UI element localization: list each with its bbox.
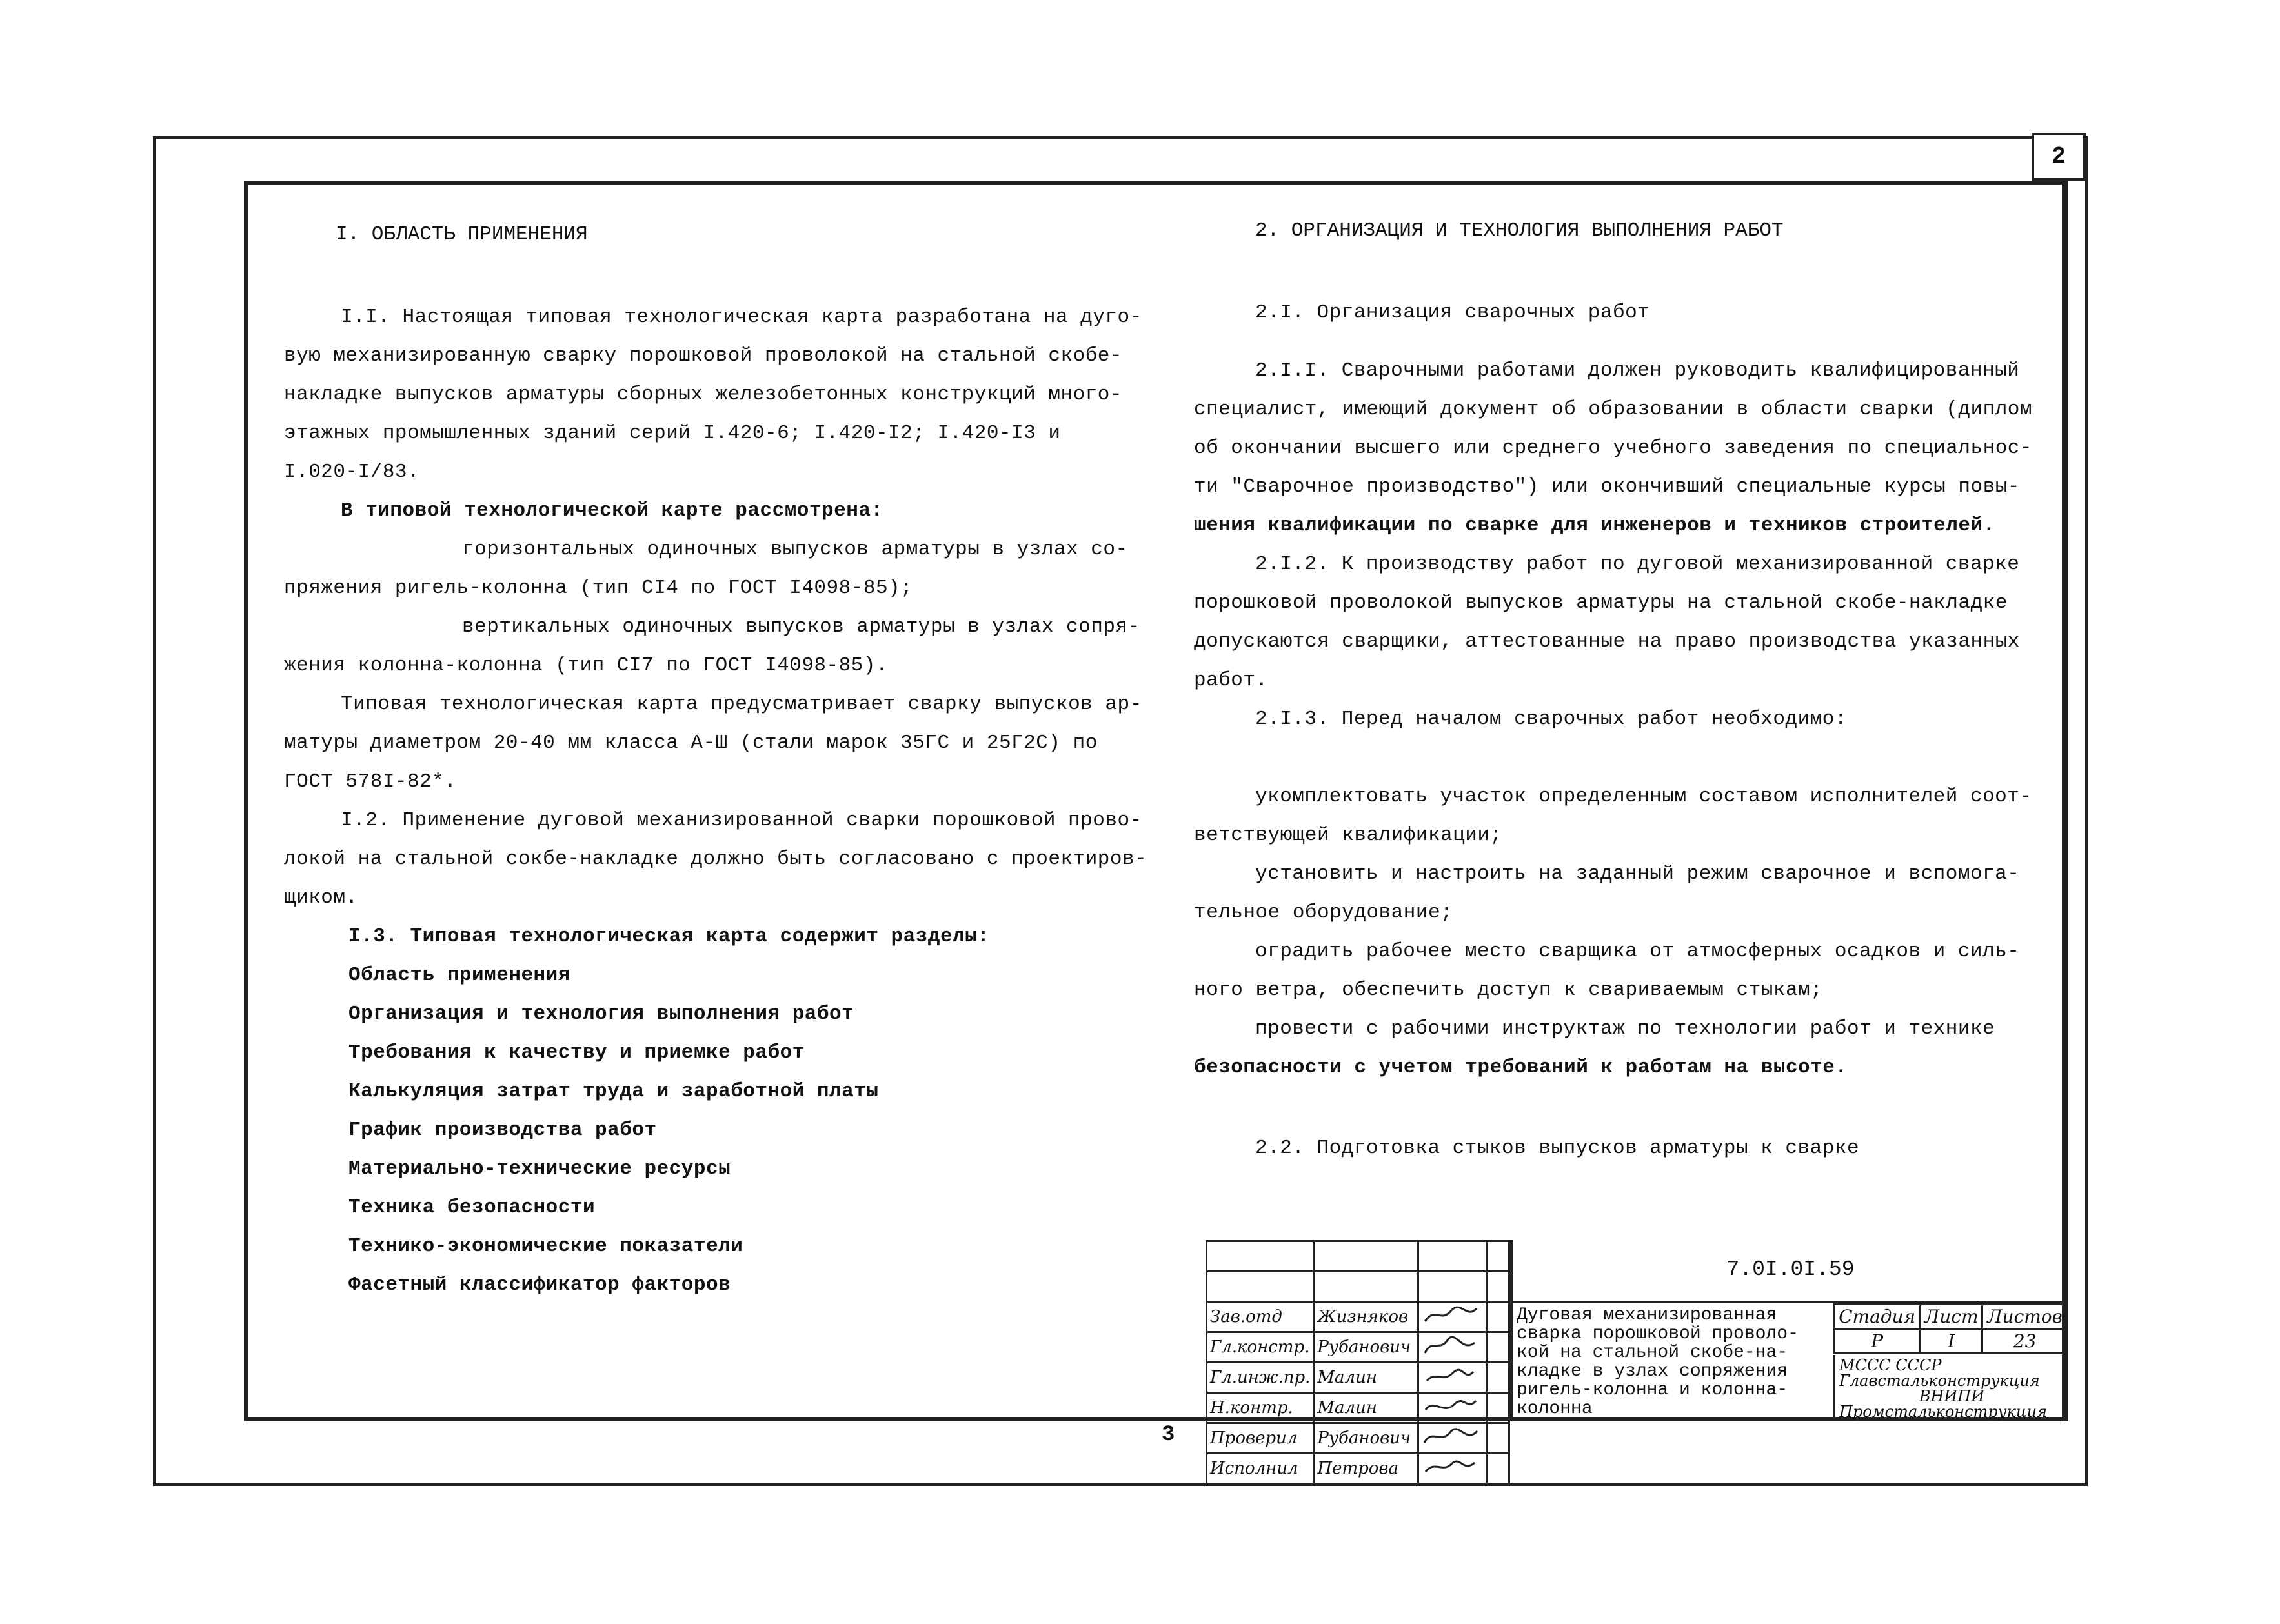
stage-value: Р [1834, 1329, 1921, 1354]
right-line: провести с рабочими инструктаж по технологии работ и технике [1255, 1018, 1995, 1040]
document-description: Дуговая механизированная сварка порошковой проволо- кой на стальной скобе-на- кладке в узлах сопряжения ригель-колонна и колонна- колонна [1510, 1303, 1833, 1421]
org-line: МССС СССР [1839, 1356, 1942, 1374]
section-2-title: 2. ОРГАНИЗАЦИЯ И ТЕХНОЛОГИЯ ВЫПОЛНЕНИЯ РАБОТ [1255, 219, 1784, 242]
toc-item: Материально-технические ресурсы [348, 1158, 731, 1180]
sig-name: Малин [1314, 1363, 1418, 1393]
left-line: матуры диаметром 20-40 мм класса А-Ш (стали марок 35ГС и 25Г2С) по [284, 732, 1098, 754]
right-line: ти "Сварочное производство") или окончивший специальные курсы повы- [1194, 476, 2020, 498]
left-line: этажных промышленных зданий серий I.420-6; I.420-I2; I.420-I3 и [284, 422, 1061, 445]
sheets-value: 23 [1982, 1329, 2068, 1354]
left-line: I.020-I/83. [284, 461, 420, 483]
organization [1833, 1355, 2068, 1421]
stage-table [1833, 1303, 2068, 1354]
right-line: допускаются сварщики, аттестованные на право производства указанных [1194, 630, 2020, 653]
sig-role: Исполнил [1207, 1454, 1314, 1484]
sig-role: Гл.констр. [1207, 1332, 1314, 1363]
sheet-number: 2 [2032, 133, 2086, 181]
right-line: безопасности с учетом требований к работам на высоте. [1194, 1056, 1848, 1079]
signature-scribble [1422, 1364, 1480, 1387]
sheets-header: Листов [1982, 1305, 2068, 1329]
left-line: горизонтальных одиночных выпусков арматуры в узлах со- [462, 538, 1128, 561]
stage-header: Стадия [1834, 1305, 1921, 1329]
signature-scribble [1422, 1334, 1480, 1357]
sig-role: Зав.отд [1207, 1302, 1314, 1332]
org-line: ВНИПИ [1919, 1387, 1985, 1405]
left-line: I.3. Типовая технологическая карта содержит разделы: [348, 925, 990, 948]
subsection-title: 2.2. Подготовка стыков выпусков арматуры к сварке [1255, 1137, 1860, 1159]
signature-scribble [1422, 1425, 1480, 1448]
right-line: оградить рабочее место сварщика от атмосферных осадков и силь- [1255, 940, 2020, 963]
sig-name: Петрова [1314, 1454, 1418, 1484]
right-line: тельное оборудование; [1194, 901, 1453, 924]
document-code: 7.0I.0I.59 [1510, 1240, 2068, 1303]
toc-item: График производства работ [348, 1119, 657, 1141]
right-line: об окончании высшего или среднего учебного заведения по специальнос- [1194, 437, 2033, 459]
page-number: 3 [1162, 1423, 1175, 1447]
sheet-header: Лист [1921, 1305, 1982, 1329]
left-line: ГОСТ 578I-82*. [284, 770, 457, 793]
left-line: I.I. Настоящая типовая технологическая карта разработана на дуго- [341, 306, 1142, 328]
sig-role: Гл.инж.пр. [1207, 1363, 1314, 1393]
left-line: накладке выпусков арматуры сборных железобетонных конструкций много- [284, 383, 1123, 406]
right-line: специалист, имеющий документ об образовании в области сварки (диплом [1194, 398, 2033, 421]
subsection-title: 2.I. Организация сварочных работ [1255, 301, 1650, 324]
sig-role: Проверил [1207, 1423, 1314, 1454]
sig-name: Рубанович [1314, 1423, 1418, 1454]
toc-item: Фасетный классификатор факторов [348, 1274, 731, 1296]
sig-name: Жизняков [1314, 1302, 1418, 1332]
left-line: жения колонна-колонна (тип СI7 по ГОСТ I4098-85). [284, 654, 889, 677]
right-line: порошковой проволокой выпусков арматуры на стальной скобе-накладке [1194, 592, 2008, 614]
sig-name: Рубанович [1314, 1332, 1418, 1363]
toc-item: Требования к качеству и приемке работ [348, 1041, 805, 1064]
right-line: установить и настроить на заданный режим сварочное и вспомога- [1255, 863, 2020, 885]
right-line: ного ветра, обеспечить доступ к свариваемым стыкам; [1194, 979, 1823, 1001]
signature-scribble [1422, 1394, 1480, 1418]
toc-item: Технико-экономические показатели [348, 1235, 743, 1258]
right-line: 2.I.I. Сварочными работами должен руководить квалифицированный [1255, 359, 2020, 382]
right-line: 2.I.2. К производству работ по дуговой механизированной сварке [1255, 553, 2020, 576]
left-line: локой на стальной сокбе-накладке должно быть согласовано с проектиров- [284, 848, 1147, 870]
left-line: пряжения ригель-колонна (тип СI4 по ГОСТ I4098-85); [284, 577, 913, 599]
right-line: укомплектовать участок определенным составом исполнителей соот- [1255, 785, 2032, 808]
frame-right-edge [2062, 136, 2068, 1421]
left-line: вертикальных одиночных выпусков арматуры в узлах сопря- [462, 616, 1140, 638]
sig-name: Малин [1314, 1393, 1418, 1423]
left-line: Типовая технологическая карта предусматривает сварку выпусков ар- [341, 693, 1142, 716]
left-line: В типовой технологической карте рассмотрена: [341, 499, 883, 522]
section-1-title: I. ОБЛАСТЬ ПРИМЕНЕНИЯ [336, 223, 588, 246]
signature-table [1206, 1240, 1510, 1485]
left-line: щиком. [284, 887, 358, 909]
right-line: работ. [1194, 669, 1268, 692]
signature-scribble [1422, 1455, 1480, 1478]
right-line: ветствующей квалификации; [1194, 824, 1502, 847]
left-line: I.2. Применение дуговой механизированной сварки порошковой прово- [341, 809, 1142, 832]
toc-item: Организация и технология выполнения работ [348, 1003, 854, 1025]
org-line: Главстальконструкция [1839, 1372, 2040, 1390]
sig-role: Н.контр. [1207, 1393, 1314, 1423]
toc-item: Область применения [348, 964, 570, 987]
left-line: вую механизированную сварку порошковой проволокой на стальной скобе- [284, 345, 1123, 367]
sheet-value: I [1921, 1329, 1982, 1354]
signature-scribble [1422, 1303, 1480, 1327]
right-line: 2.I.3. Перед началом сварочных работ необходимо: [1255, 708, 1847, 730]
right-line: шения квалификации по сварке для инженеров и техников строителей. [1194, 514, 1995, 537]
toc-item: Техника безопасности [348, 1196, 596, 1219]
org-line: Промстальконструкция [1839, 1403, 2047, 1421]
toc-item: Калькуляция затрат труда и заработной платы [348, 1080, 879, 1103]
